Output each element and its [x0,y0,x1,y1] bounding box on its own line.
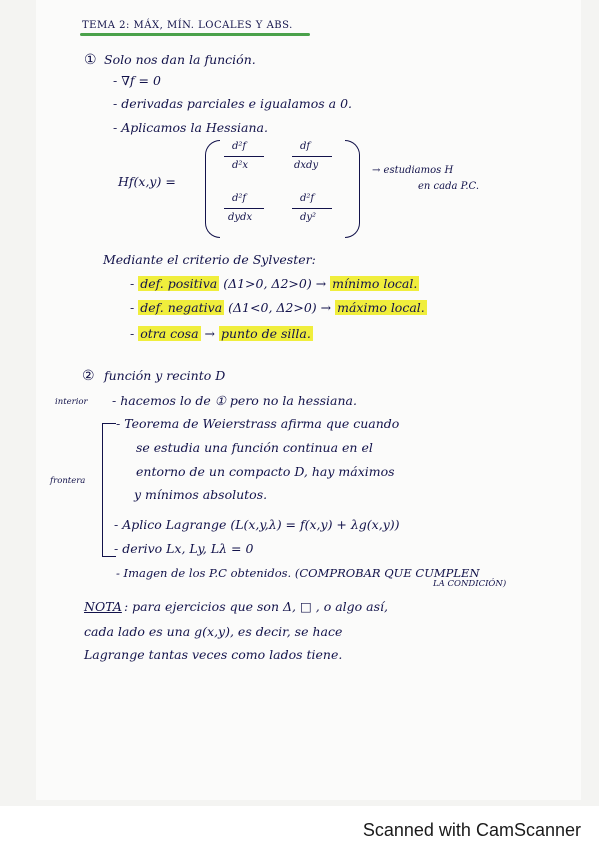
sylvester-heading: Mediante el criterio de Sylvester: [103,252,316,267]
case-other-result: punto de silla. [221,326,311,341]
section-1-item-partials: - derivadas parciales e igualamos a 0. [113,96,353,111]
page-title: TEMA 2: MÁX, MÍN. LOCALES Y ABS. [82,20,293,31]
frontera-line-3: entorno de un compacto D, hay máximos [136,464,395,479]
case-positive-dash: - [130,276,139,291]
imagen-line: - Imagen de los P.C obtenidos. (COMPROBAR QUE CUMPLEN [116,566,480,580]
section-2-heading: función y recinto D [104,368,226,383]
section-2-number: ② [82,368,95,384]
case-negative-dash: - [130,300,139,315]
case-other [130,327,313,341]
hessian-m21-den: dydx [228,212,253,223]
hessian-m12-fraction-line [292,156,332,157]
hessian-note-line1: → estudiamos H [372,165,454,176]
nota-line-1: : para ejercicios que son Δ, □ , o algo así, [124,599,388,614]
case-other-label: otra cosa [140,326,199,341]
title-highlight-underline [80,33,310,36]
footer-bar [0,806,599,848]
frontera-bracket-top [102,423,116,424]
hessian-m21-num: d²f [232,193,247,204]
case-other-arrow: → [204,326,216,341]
hessian-m22-fraction-line [292,208,332,209]
nota-label: NOTA [84,599,122,614]
interior-text: - hacemos lo de ① pero no la hessiana. [112,393,357,408]
section-1-item-hessian: - Aplicamos la Hessiana. [113,120,268,135]
frontera-line-2: se estudia una función continua en el [136,440,373,455]
hessian-m22-num: d²f [300,193,315,204]
section-1-heading: Solo nos dan la función. [104,52,256,67]
case-positive [130,277,419,291]
matrix-left-bracket [205,140,220,238]
nota-line-3: Lagrange tantas veces como lados tiene. [84,647,343,662]
frontera-bracket [102,423,103,556]
hessian-lhs: Hf(x,y) = [118,174,176,189]
case-other-dash: - [130,326,139,341]
section-1-number: ① [84,52,97,68]
hessian-m12-num: df [300,141,311,152]
case-negative-result: máximo local. [337,300,425,315]
interior-label: interior [55,397,88,407]
case-positive-label: def. positiva [140,276,218,291]
camscanner-watermark: Scanned with CamScanner [362,820,581,840]
hessian-note-line2: en cada P.C. [418,181,479,192]
frontera-bracket-bottom [102,556,116,557]
hessian-m11-fraction-line [224,156,264,157]
case-negative-condition: (Δ1<0, Δ2>0) → [228,300,332,315]
frontera-line-1: - Teorema de Weierstrass afirma que cuando [116,416,400,431]
hessian-m11-num: d²f [232,141,247,152]
case-negative [130,301,427,315]
case-positive-condition: (Δ1>0, Δ2>0) → [223,276,327,291]
hessian-m21-fraction-line [224,208,264,209]
matrix-right-bracket [345,140,360,238]
hessian-m22-den: dy² [300,212,317,223]
frontera-line-derivo: - derivo Lx, Ly, Lλ = 0 [114,541,254,556]
imagen-line-cont: LA CONDICIÓN) [433,579,507,589]
frontera-line-4: y mínimos absolutos. [134,487,268,502]
case-positive-result: mínimo local. [332,276,418,291]
case-negative-label: def. negativa [140,300,223,315]
hessian-m11-den: d²x [232,160,249,171]
section-1-item-gradient: - ∇f = 0 [113,73,161,88]
frontera-line-lagrange: - Aplico Lagrange (L(x,y,λ) = f(x,y) + λg(x,y)) [114,517,400,532]
frontera-label: frontera [50,476,86,486]
hessian-m12-den: dxdy [294,160,319,171]
nota-line-2: cada lado es una g(x,y), es decir, se hace [84,624,343,639]
